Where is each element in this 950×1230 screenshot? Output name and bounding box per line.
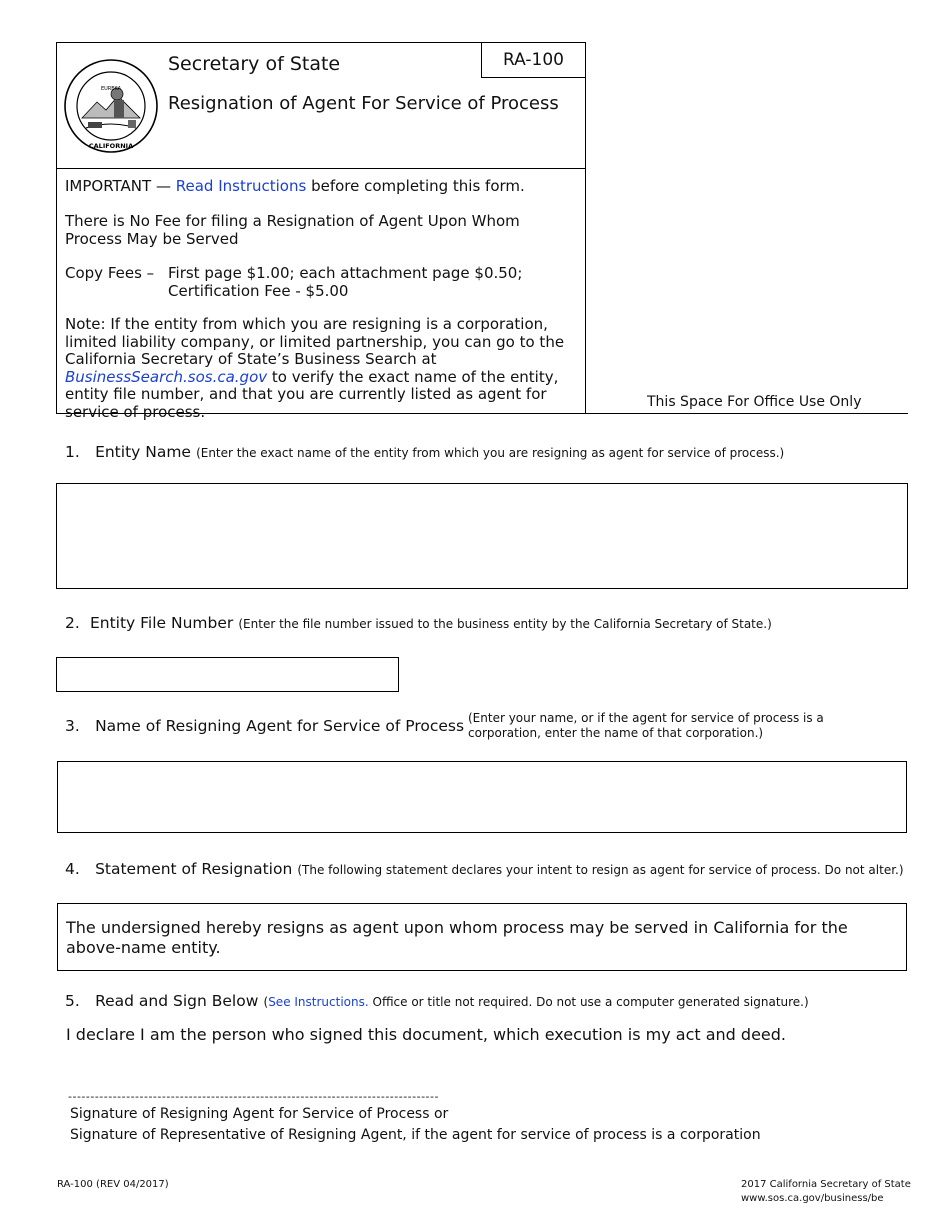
read-sign-label: Read and Sign Below <box>95 992 259 1010</box>
footer-form-revision: RA-100 (REV 04/2017) <box>57 1179 169 1190</box>
resigning-agent-name-field[interactable] <box>57 761 907 833</box>
section-2-heading: 2. Entity File Number (Enter the file number issued to the business entity by the California Secretary of State.) <box>65 614 772 632</box>
seal-motto: EUREKA <box>100 86 122 92</box>
business-search-link[interactable]: BusinessSearch.sos.ca.gov <box>65 367 268 386</box>
section-1-heading: 1. Entity Name (Enter the exact name of the entity from which you are resigning as agent for service of process.) <box>65 443 785 461</box>
signature-line[interactable]: ----------------------------------------------------------------------------------- <box>68 1090 439 1103</box>
form-title: Resignation of Agent For Service of Process <box>168 93 559 114</box>
statement-box <box>57 903 907 971</box>
note-text: Note: If the entity from which you are resigning is a corporation, limited liability company, or limited partnership, you can go to the California Secretary of State’s Business Search at BusinessSearch.sos.ca.gov to verify the exact name of the entity, entity file number, and that you are currently listed as agent for service of process. <box>65 315 565 421</box>
entity-file-number-label: Entity File Number <box>89 614 234 632</box>
copy-fees-label: Copy Fees – <box>65 264 155 282</box>
section-3-hint: (Enter your name, or if the agent for service of process is a corporation, enter the name of that corporation.) <box>468 711 824 740</box>
footer-url: www.sos.ca.gov/business/be <box>741 1193 884 1204</box>
important-notice: IMPORTANT — Read Instructions before completing this form. <box>65 177 525 195</box>
entity-name-label: Entity Name <box>95 443 191 461</box>
office-use-label: This Space For Office Use Only <box>647 394 862 410</box>
california-seal-icon <box>62 58 160 154</box>
copy-fees-line1: First page $1.00; each attachment page $0.50; <box>168 264 523 282</box>
copy-fees-line2: Certification Fee - $5.00 <box>168 282 349 300</box>
entity-name-field[interactable] <box>56 483 908 589</box>
header-divider <box>56 168 586 169</box>
agency-title: Secretary of State <box>168 53 341 75</box>
section-4-heading: 4. Statement of Resignation (The following statement declares your intent to resign as agent for service of process. Do not alter.) <box>65 860 904 878</box>
signature-caption-1: Signature of Resigning Agent for Service of Process or <box>70 1106 449 1122</box>
form-number-box <box>481 42 586 78</box>
see-instructions-link[interactable]: See Instructions. <box>268 995 369 1009</box>
footer-copyright: 2017 California Secretary of State www.sos.ca.gov/business/be <box>741 1179 911 1204</box>
resigning-agent-label: Name of Resigning Agent for Service of Process <box>95 717 465 735</box>
read-instructions-link[interactable]: Read Instructions <box>175 177 307 195</box>
seal-state-name: CALIFORNIA <box>88 142 134 150</box>
statement-text: The undersigned hereby resigns as agent upon whom process may be served in California for the above-name entity. <box>66 918 848 957</box>
form-number: RA-100 <box>503 50 564 70</box>
entity-file-number-field[interactable] <box>56 657 399 692</box>
no-fee-text: There is No Fee for filing a Resignation of Agent Upon Whom Process May be Served <box>65 212 520 248</box>
office-use-line <box>586 413 908 414</box>
statement-label: Statement of Resignation <box>95 860 293 878</box>
declaration-text: I declare I am the person who signed this document, which execution is my act and deed. <box>66 1025 786 1044</box>
section-5-heading: 5. Read and Sign Below (See Instructions. Office or title not required. Do not use a computer generated signature.) <box>65 992 809 1010</box>
signature-caption-2: Signature of Representative of Resigning Agent, if the agent for service of process is a corporation <box>70 1127 761 1143</box>
section-3-heading: 3. Name of Resigning Agent for Service of Process <box>65 717 465 735</box>
